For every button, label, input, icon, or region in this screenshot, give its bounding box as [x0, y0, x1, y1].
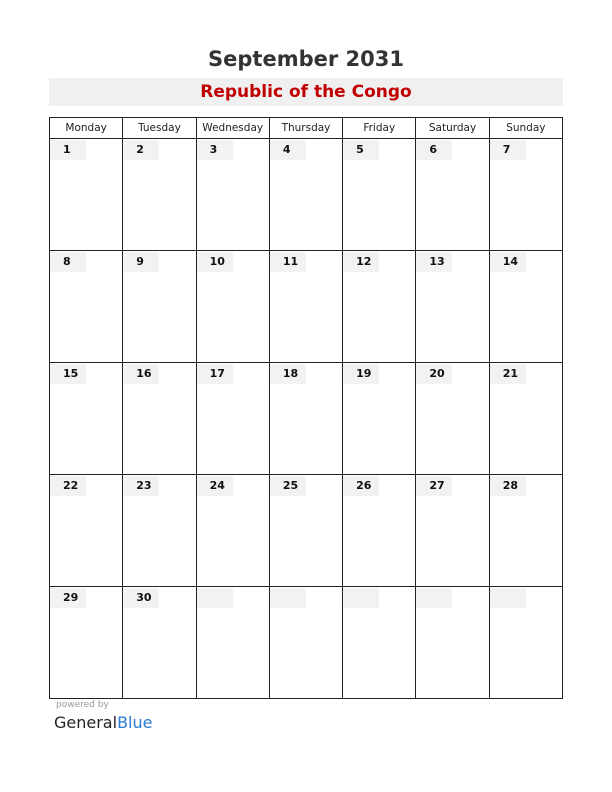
- week-row: [50, 587, 563, 699]
- country-name: Republic of the Congo: [200, 82, 412, 102]
- day-cell: [416, 363, 489, 475]
- day-number: 4: [270, 140, 306, 160]
- week-row: [50, 139, 563, 251]
- day-cell: [50, 587, 123, 699]
- day-number: 9: [123, 252, 159, 272]
- day-cell: [343, 139, 416, 251]
- weekday-header: Tuesday: [123, 118, 196, 139]
- day-cell-empty: [489, 587, 562, 699]
- day-cell: [196, 139, 269, 251]
- day-number: 27: [416, 476, 452, 496]
- weekday-header: Sunday: [489, 118, 562, 139]
- day-cell: [196, 251, 269, 363]
- day-cell: [489, 363, 562, 475]
- day-number: 15: [50, 364, 86, 384]
- day-number-empty: [197, 588, 233, 608]
- day-cell-empty: [416, 587, 489, 699]
- day-number: 19: [343, 364, 379, 384]
- day-number: 24: [197, 476, 233, 496]
- day-cell: [343, 251, 416, 363]
- powered-by-label: powered by: [56, 700, 109, 710]
- day-number: 13: [416, 252, 452, 272]
- day-number: 2: [123, 140, 159, 160]
- weekday-header-row: [50, 118, 563, 139]
- calendar-grid: [49, 117, 563, 699]
- day-cell: [343, 475, 416, 587]
- day-cell-empty: [343, 587, 416, 699]
- day-number: 20: [416, 364, 452, 384]
- day-number: 7: [490, 140, 526, 160]
- day-number-empty: [270, 588, 306, 608]
- day-cell: [50, 139, 123, 251]
- day-cell: [489, 139, 562, 251]
- day-cell: [343, 363, 416, 475]
- day-number: 28: [490, 476, 526, 496]
- day-number: 16: [123, 364, 159, 384]
- logo-text-general: General: [54, 713, 118, 732]
- logo-text-blue: Blue: [117, 713, 153, 732]
- day-cell: [269, 475, 342, 587]
- day-cell-empty: [196, 587, 269, 699]
- day-cell: [416, 251, 489, 363]
- day-number: 10: [197, 252, 233, 272]
- day-cell: [50, 251, 123, 363]
- week-row: [50, 475, 563, 587]
- day-number: 12: [343, 252, 379, 272]
- day-number: 6: [416, 140, 452, 160]
- day-cell: [416, 139, 489, 251]
- day-number: 21: [490, 364, 526, 384]
- day-cell: [50, 475, 123, 587]
- day-cell: [123, 139, 196, 251]
- day-cell: [123, 475, 196, 587]
- day-number: 17: [197, 364, 233, 384]
- week-row: [50, 363, 563, 475]
- day-number: 5: [343, 140, 379, 160]
- day-cell: [123, 251, 196, 363]
- week-row: [50, 251, 563, 363]
- day-cell: [269, 139, 342, 251]
- weekday-header: Saturday: [416, 118, 489, 139]
- day-number-empty: [416, 588, 452, 608]
- country-banner: [49, 78, 563, 106]
- day-cell: [123, 363, 196, 475]
- weekday-header: Monday: [50, 118, 123, 139]
- day-cell: [196, 363, 269, 475]
- day-number: 30: [123, 588, 159, 608]
- day-number: 22: [50, 476, 86, 496]
- weekday-header: Thursday: [269, 118, 342, 139]
- day-cell: [50, 363, 123, 475]
- day-cell: [269, 251, 342, 363]
- day-number-empty: [490, 588, 526, 608]
- day-cell: [416, 475, 489, 587]
- day-number: 23: [123, 476, 159, 496]
- day-cell: [269, 363, 342, 475]
- day-number-empty: [343, 588, 379, 608]
- day-number: 18: [270, 364, 306, 384]
- day-cell: [489, 251, 562, 363]
- day-cell: [123, 587, 196, 699]
- calendar-title: September 2031: [208, 47, 404, 71]
- day-cell: [489, 475, 562, 587]
- generalblue-logo: [54, 713, 152, 732]
- day-number: 14: [490, 252, 526, 272]
- weekday-header: Friday: [343, 118, 416, 139]
- day-number: 8: [50, 252, 86, 272]
- day-number: 25: [270, 476, 306, 496]
- day-cell: [196, 475, 269, 587]
- day-number: 3: [197, 140, 233, 160]
- weekday-header: Wednesday: [196, 118, 269, 139]
- day-number: 11: [270, 252, 306, 272]
- day-cell-empty: [269, 587, 342, 699]
- day-number: 29: [50, 588, 86, 608]
- day-number: 26: [343, 476, 379, 496]
- day-number: 1: [50, 140, 86, 160]
